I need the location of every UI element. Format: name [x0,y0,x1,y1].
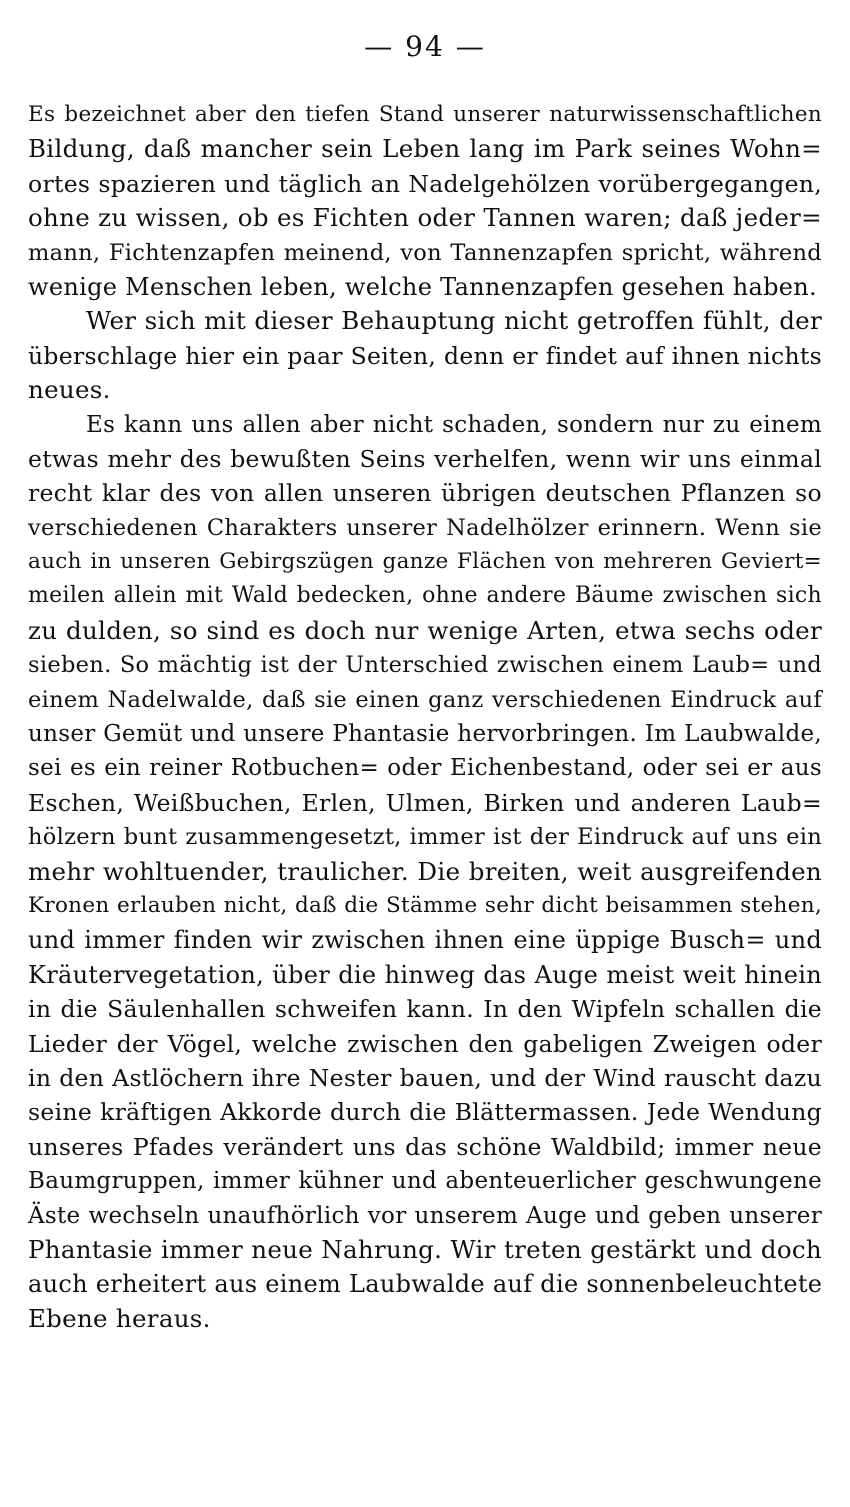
text-line: in die Säulenhallen schweifen kann. In den Wipfeln schallen die [28,995,822,1024]
text-line: einem Nadelwalde, daß sie einen ganz verschiedenen Eindruck auf [28,686,822,713]
text-line: seine kräftigen Akkorde durch die Blättermassen. Jede Wendung [28,1098,822,1127]
text-line: Bildung, daß mancher sein Leben lang im Park seines Wohn= [28,134,822,164]
text-line: ortes spazieren und täglich an Nadelgehölzen vorübergegangen, [28,169,822,198]
text-line: mehr wohltuender, traulicher. Die breiten, weit ausgreifenden [28,856,822,886]
text-line: neues. [28,375,111,405]
text-line: Kräutervegetation, über die hinweg das Auge meist weit hinein [28,960,822,989]
text-line: Ebene heraus. [28,1303,211,1333]
text-line: Phantasie immer neue Nahrung. Wir treten gestärkt und doch [28,1234,822,1264]
text-line: und immer finden wir zwischen ihnen eine üppige Busch= und [28,926,822,955]
text-line: in den Astlöchern ihre Nester bauen, und der Wind rauscht dazu [28,1063,822,1092]
text-line: auch erheitert aus einem Laubwalde auf die sonnenbeleuchtete [28,1270,823,1299]
text-line: unser Gemüt und unsere Phantasie hervorbringen. Im Laubwalde, [28,721,822,748]
text-line: hölzern bunt zusammengesetzt, immer ist der Eindruck auf uns ein [28,824,822,851]
text-line: etwas mehr des bewußten Seins verhelfen, wenn wir uns einmal [28,444,822,473]
text-line: recht klar des von allen unseren übrigen deutschen Pflanzen so [28,479,822,508]
text-line: überschlage hier ein paar Seiten, denn er findet auf ihnen nichts [28,341,822,370]
text-line: auch in unseren Gebirgszügen ganze Flächen von mehreren Geviert= [28,549,822,575]
text-line: verschiedenen Charakters unserer Nadelhölzer erinnern. Wenn sie [28,514,822,541]
text-line: sei es ein reiner Rotbuchen= oder Eichenbestand, oder sei er aus [28,755,822,782]
text-line: Wer sich mit dieser Behauptung nicht getroffen fühlt, der [86,306,822,336]
text-line: wenige Menschen leben, welche Tannenzapfen gesehen haben. [28,272,817,301]
text-line: Eschen, Weißbuchen, Erlen, Ulmen, Birken und anderen Laub= [28,788,822,817]
text-line: Es kann uns allen aber nicht schaden, sondern nur zu einem [86,411,822,438]
text-line: ohne zu wissen, ob es Fichten oder Tannen waren; daß jeder= [28,203,822,233]
text-line: sieben. So mächtig ist der Unterschied zwischen einem Laub= und [28,652,822,679]
text-line: mann, Fichtenzapfen meinend, von Tannenzapfen spricht, während [28,239,822,266]
text-line: Kronen erlauben nicht, daß die Stämme sehr dicht beisammen stehen, [28,892,822,918]
text-line: Es bezeichnet aber den tiefen Stand unserer naturwissenschaftlichen [28,102,822,127]
text-line: Lieder der Vögel, welche zwischen den gabeligen Zweigen oder [28,1029,822,1058]
text-line: meilen allein mit Wald bedecken, ohne andere Bäume zwischen sich [28,583,822,609]
page-number: — 94 — [364,30,486,63]
body-text [28,98,822,1336]
text-line: Äste wechseln unaufhörlich vor unserem Auge und geben unserer [28,1202,822,1229]
text-line: Baumgruppen, immer kühner und abenteuerlicher geschwungene [28,1168,822,1195]
text-line: zu dulden, so sind es doch nur wenige Arten, etwa sechs oder [28,615,822,645]
text-line: unseres Pfades verändert uns das schöne Waldbild; immer neue [28,1132,822,1161]
